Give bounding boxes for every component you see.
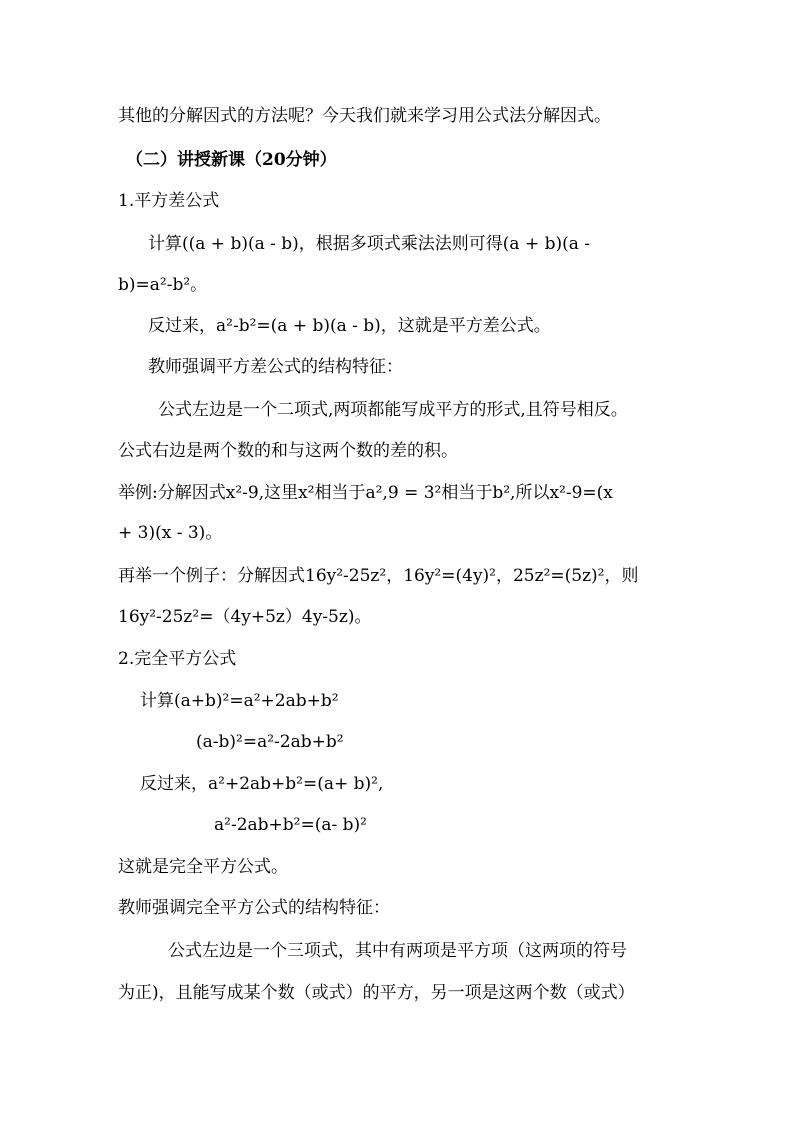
formula-line: a²-2ab+b²=(a- b)² bbox=[214, 815, 367, 835]
text-line: b)=a²-b²。 bbox=[118, 275, 208, 295]
text-line: 公式左边是一个二项式,两项都能写成平方的形式,且符号相反。 bbox=[158, 400, 628, 420]
section-heading: （二）讲授新课（20分钟） bbox=[126, 150, 337, 170]
subsection-heading: 2.完全平方公式 bbox=[118, 649, 237, 669]
text-line: 为正)，且能写成某个数（或式）的平方，另一项是这两个数（或式） bbox=[118, 983, 635, 1003]
text-line: 再举一个例子：分解因式16y²-25z²，16y²=(4y)²，25z²=(5z)²，则 bbox=[118, 566, 639, 586]
text-line: + 3)(x - 3)。 bbox=[118, 523, 223, 543]
text-line: 教师强调平方差公式的结构特征： bbox=[148, 357, 403, 377]
formula-line: 计算(a+b)²=a²+2ab+b² bbox=[140, 691, 339, 711]
text-line: 反过来，a²-b²=(a + b)(a - b)，这就是平方差公式。 bbox=[148, 316, 551, 336]
text-line: 这就是完全平方公式。 bbox=[118, 857, 288, 877]
text-line: 其他的分解因式的方法呢？今天我们就来学习用公式法分解因式。 bbox=[118, 106, 611, 126]
text-line: 举例:分解因式x²-9,这里x²相当于a²,9 = 3²相当于b²,所以x²-9=(x bbox=[118, 483, 613, 503]
text-line: 公式左边是一个三项式，其中有两项是平方项（这两项的符号 bbox=[168, 941, 627, 961]
text-line: 计算((a + b)(a - b)，根据多项式乘法法则可得(a + b)(a - bbox=[148, 234, 591, 254]
subsection-heading: 1.平方差公式 bbox=[118, 191, 220, 211]
text-line: 教师强调完全平方公式的结构特征： bbox=[118, 898, 390, 918]
formula-line: 反过来，a²+2ab+b²=(a+ b)², bbox=[140, 774, 384, 794]
text-line: 16y²-25z²=（4y+5z）4y-5z)。 bbox=[118, 607, 372, 627]
text-line: 公式右边是两个数的和与这两个数的差的积。 bbox=[118, 441, 458, 461]
formula-line: (a-b)²=a²-2ab+b² bbox=[196, 732, 344, 752]
